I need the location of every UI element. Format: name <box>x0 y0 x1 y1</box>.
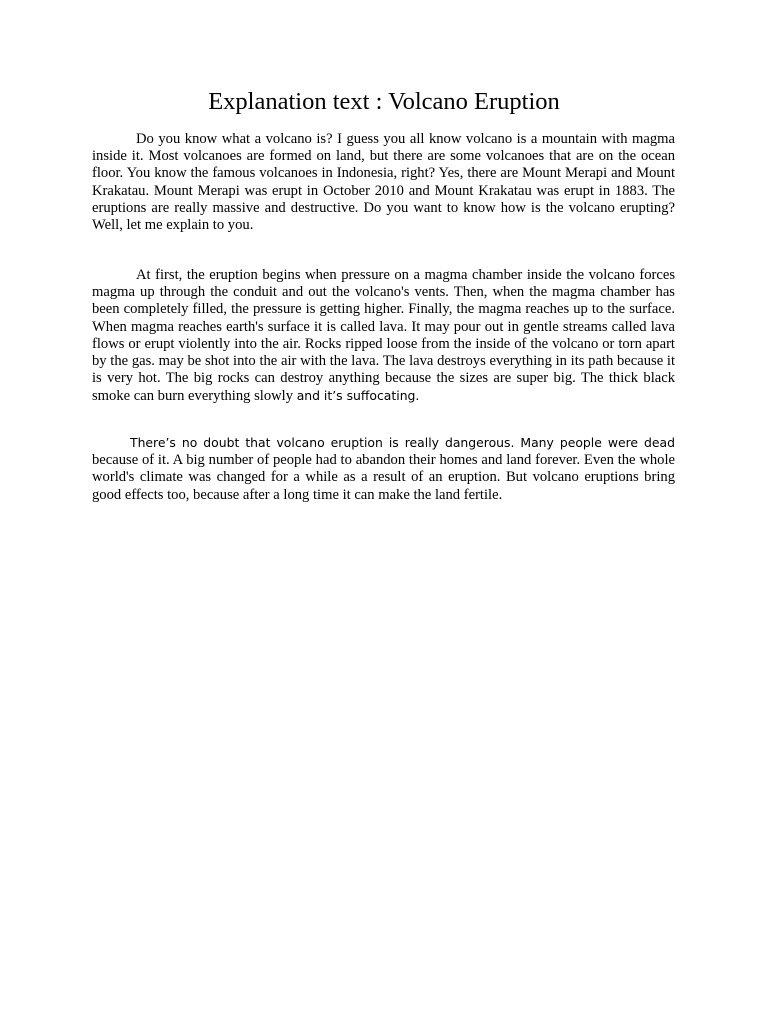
paragraph-conclusion-lead: There’s no doubt that volcano eruption is really dangerous. Many people were dead <box>130 435 675 450</box>
paragraph-process <box>92 267 675 406</box>
paragraph-process-tail: and it’s suffocating. <box>296 388 420 404</box>
paragraph-process-text: At first, the eruption begins when pressure on a magma chamber inside the volcano forces magma up through the conduit and out the volcano's vents. Then, when the magma chamber has been completely filled, the pressure is getting higher. Finally, the magma reaches up to the surface. When magma reaches earth's surface it is called lava. It may pour out in gentle streams called lava flows or erupt violently into the air. Rocks ripped loose from the inside of the volcano or torn apart by the gas. may be shot into the air with the lava. The lava destroys everything in its path because it is very hot. The big rocks can destroy anything because the sizes are super big. The thick black smoke can burn everything slowly <box>92 267 675 405</box>
paragraph-intro-text: Do you know what a volcano is? I guess you all know volcano is a mountain with magma inside it. Most volcanoes are formed on land, but there are some volcanoes that are on the ocean floor. You know the famous volcanoes in Indonesia, right? Yes, there are Mount Merapi and Mount Krakatau. Mount Merapi was erupt in October 2010 and Mount Krakatau was erupt in 1883. The eruptions are really massive and destructive. Do you want to know how is the volcano erupting? Well, let me explain to you. <box>92 131 675 234</box>
paragraph-conclusion-text: because of it. A big number of people had to abandon their homes and land forever. Even the whole world's climate was changed for a while as a result of an eruption. But volcano eruptions bring good effects too, because after a long time it can make the land fertile. <box>92 452 675 503</box>
paragraph-intro <box>92 131 675 234</box>
document-title: Explanation text : Volcano Eruption <box>208 88 560 115</box>
paragraph-conclusion <box>92 434 675 504</box>
